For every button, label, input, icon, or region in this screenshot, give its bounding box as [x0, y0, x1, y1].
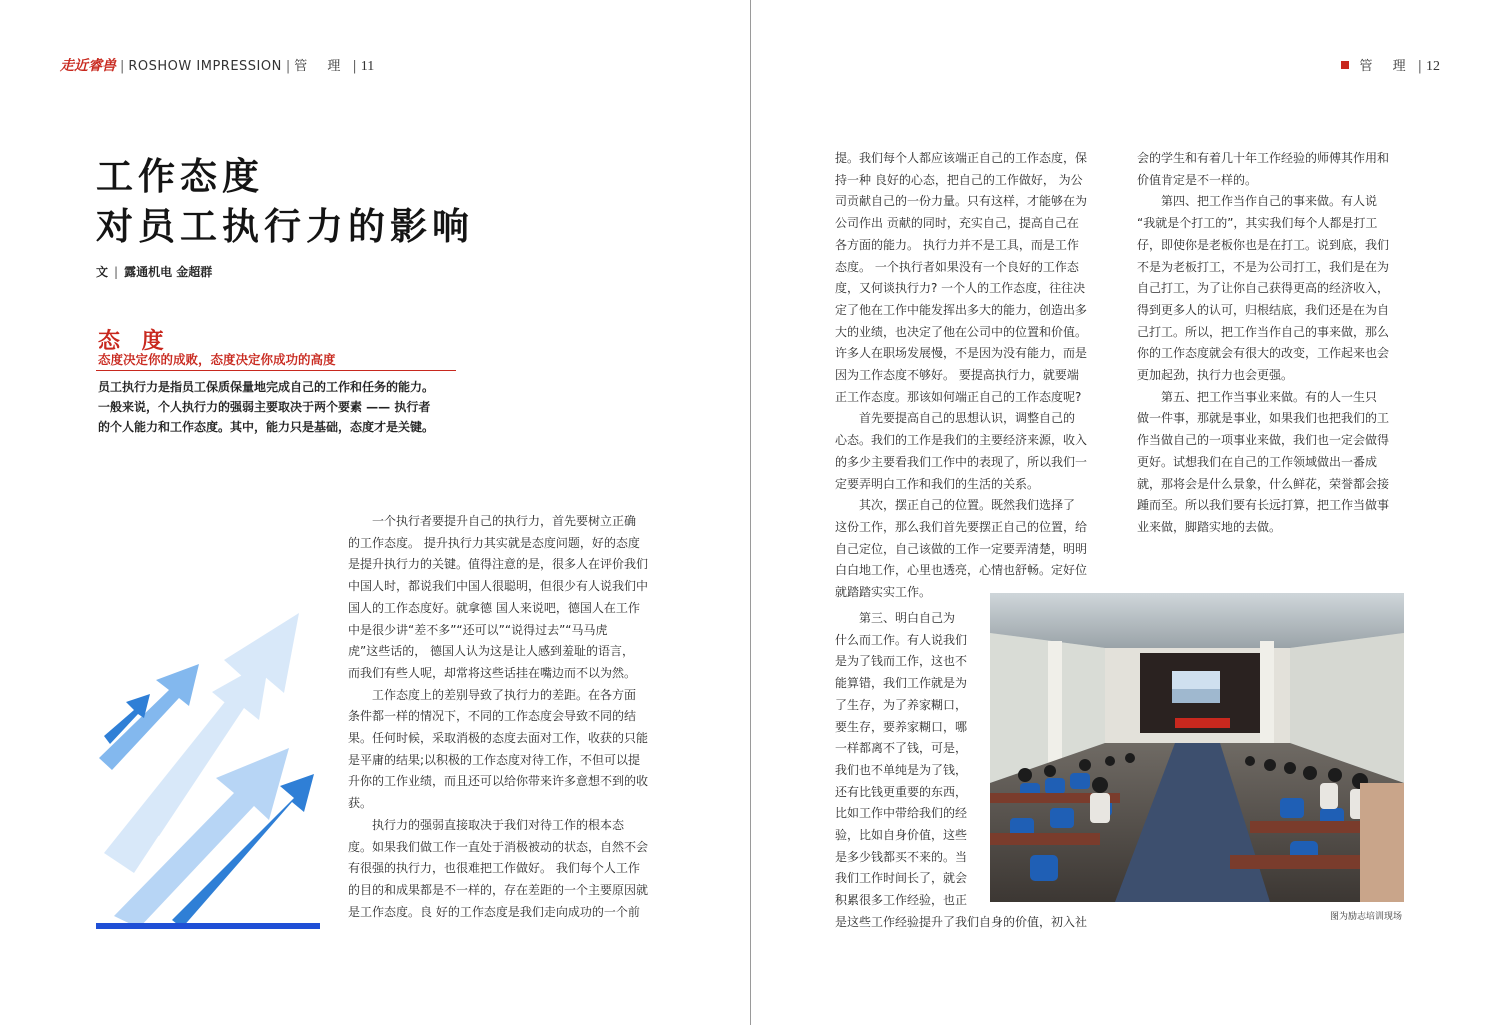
rising-arrows-illustration [94, 598, 324, 933]
text-line: 态度。 一个执行者如果没有一个良好的工作态 [835, 259, 1079, 274]
text-line: 的目的和成果都是不一样的，存在差距的一个主要原因就 [348, 882, 649, 897]
page-number-right: 12 [1426, 59, 1440, 74]
text-line: 仔，即使你是老板你也是在打工。说到底，我们 [1137, 237, 1390, 252]
article-title [96, 152, 474, 252]
photo-caption: 图为励志培训现场 [1330, 912, 1403, 922]
text-line: 己打工。所以，把工作当作自己的事来做，那么 [1137, 324, 1390, 339]
section-name: 管 理 [294, 59, 349, 74]
text-line: 心态。我们的工作是我们的主要经济来源，收入 [835, 433, 1088, 448]
text-line: 价值肯定是不一样的。 [1137, 172, 1258, 187]
text-line: 司贡献自己的一份力量。只有这样，才能够在为 [835, 194, 1088, 209]
text-line: 你的工作态度就会有很大的改变，工作起来也会 [1137, 346, 1390, 361]
right-page-header: 管 理 | 12 [1341, 55, 1440, 75]
text-line: 验，比如自身价值，这些 [835, 828, 968, 843]
body-paragraph [835, 608, 1088, 934]
training-session-photo [990, 593, 1404, 902]
text-line: 度，又何谈执行力? 一个人的工作态度，往往决 [835, 281, 1086, 296]
text-line: 定要弄明白工作和我们的生活的关系。 [835, 476, 1040, 491]
text-line: 公司作出 贡献的同时，充实自己，提高自己在 [835, 216, 1079, 231]
left-page-header: 走近睿兽 | ROSHOW IMPRESSION | 管 理 | 11 [60, 58, 375, 74]
body-paragraph [835, 408, 1105, 495]
text-line: 更加起劲，执行力也会更强。 [1137, 368, 1294, 383]
text-line: 一样都离不了钱，可是， [835, 741, 968, 756]
text-line: 国人的工作态度好。就拿德 国人来说吧，德国人在工作 [348, 600, 640, 615]
text-line: 其次，摆正自己的位置。既然我们选择了 [859, 498, 1076, 513]
text-line: 有很强的执行力，也很难把工作做好。 我们每个人工作 [348, 861, 640, 876]
text-line: 是多少钱都买不来的。当 [835, 849, 968, 864]
title-line-2: 对员工执行力的影响 [96, 205, 474, 248]
intro-line: 的个人能力和工作态度。其中，能力只是基础，态度才是关键。 [98, 420, 435, 434]
text-line: 会的学生和有着几十年工作经验的师傅其作用和 [1137, 151, 1390, 165]
section-marker-icon [1341, 61, 1349, 69]
text-line: 提。我们每个人都应该端正自己的工作态度，保 [835, 151, 1088, 165]
right-page-column-2 [1137, 148, 1407, 539]
body-paragraph [1137, 191, 1407, 386]
brand-logo: 走近睿兽 [60, 58, 116, 74]
text-line: 我们也不单纯是为了钱， [835, 762, 968, 777]
text-line: “我就是个打工的”，其实我们每个人都是打工 [1137, 216, 1378, 231]
text-line: 中国人时，都说我们中国人很聪明，但很少有人说我们中 [348, 579, 649, 594]
text-line: 的工作态度。 提升执行力其实就是态度问题，好的态度 [348, 535, 640, 550]
intro-line: 一般来说，个人执行力的强弱主要取决于两个要素 —— 执行者 [98, 400, 431, 414]
body-paragraph [835, 148, 1105, 408]
brand-english: ROSHOW IMPRESSION [128, 59, 282, 74]
text-line: 是提升执行力的关键。值得注意的是，很多人在评价我们 [348, 557, 649, 572]
text-line: 的多少主要看我们工作中的表现了，所以我们一 [835, 454, 1088, 469]
text-line: 正工作态度。那该如何端正自己的工作态度呢? [835, 389, 1082, 404]
text-line: 积累很多工作经验，也正 [835, 893, 968, 908]
text-line: 大的业绩，也决定了他在公司中的位置和价值。 [835, 324, 1088, 339]
section-intro [98, 377, 470, 437]
text-line: 自己打工，为了让你自己获得更高的经济收入， [1137, 281, 1390, 296]
text-line: 中是很少讲“差不多”“还可以”“说得过去”“马马虎 [348, 622, 608, 637]
text-line: 是平庸的结果;以积极的工作态度对待工作，不但可以提 [348, 752, 641, 767]
text-line: 首先要提高自己的思想认识，调整自己的 [859, 411, 1076, 426]
text-line: 什么而工作。有人说我们 [835, 632, 968, 647]
byline [96, 263, 212, 280]
arrow-base-bar [96, 923, 320, 929]
text-line: 许多人在职场发展慢，不是因为没有能力，而是 [835, 346, 1088, 361]
text-line: 不是为老板打工，不是为公司打工，我们是在为 [1137, 259, 1390, 274]
text-line: 比如工作中带给我们的经 [835, 806, 968, 821]
page-number-left: 11 [360, 59, 375, 74]
text-line: 业来做，脚踏实地的去做。 [1137, 519, 1282, 534]
section-name-right: 管 理 [1359, 59, 1414, 74]
text-line: 要生存，要养家糊口，哪 [835, 719, 968, 734]
title-line-1: 工作态度 [96, 155, 264, 198]
text-line: 是为了钱而工作，这也不 [835, 654, 968, 669]
text-line: 度。如果我们做工作一直处于消极被动的状态，自然不会 [348, 839, 649, 854]
text-line: 果。任何时候，采取消极的态度去面对工作，收获的只能 [348, 731, 649, 746]
body-paragraph [348, 685, 668, 815]
text-line: 踵而至。所以我们要有长远打算，把工作当做事 [1137, 498, 1390, 513]
text-line: 自己定位，自己该做的工作一定要弄清楚，明明 [835, 541, 1088, 556]
text-line: 执行力的强弱直接取决于我们对待工作的根本态 [372, 817, 625, 832]
body-paragraph [348, 511, 668, 685]
left-body-column [348, 511, 668, 923]
text-line: 更好。试想我们在自己的工作领域做出一番成 [1137, 454, 1378, 469]
section-subtitle: 态度决定你的成败，态度决定你成功的高度 [98, 352, 336, 367]
text-line: 因为工作态度不够好。 要提高执行力，就要端 [835, 368, 1079, 383]
text-line: 持一种 良好的心态，把自己的工作做好， 为公 [835, 172, 1083, 187]
text-line: 第四、把工作当作自己的事来做。有人说 [1161, 194, 1378, 209]
byline-separator: | [114, 265, 119, 279]
text-line: 第三、明白自己为 [859, 611, 956, 625]
text-line: 获。 [348, 796, 373, 811]
text-line: 各方面的能力。 执行力并不是工具，而是工作 [835, 237, 1079, 252]
body-paragraph [1137, 387, 1407, 539]
section-divider [96, 370, 456, 371]
text-line: 是这些工作经验提升了我们自身的价值，初入社 [835, 914, 1088, 929]
text-line: 了生存，为了养家糊口， [835, 697, 968, 712]
body-paragraph [835, 495, 1105, 604]
text-line: 是工作态度。良 好的工作态度是我们走向成功的一个前 [348, 904, 640, 919]
text-line: 作当做自己的一项事业来做，我们也一定会做得 [1137, 433, 1390, 448]
right-page-wrap-column [835, 608, 1088, 934]
body-paragraph [1137, 148, 1407, 191]
text-line: 虎”这些话的， 德国人认为这是让人感到羞耻的语言， [348, 644, 635, 659]
text-line: 升你的工作业绩，而且还可以给你带来许多意想不到的收 [348, 774, 649, 789]
text-line: 做一件事，那就是事业，如果我们也把我们的工 [1137, 411, 1390, 426]
text-line: 工作态度上的差别导致了执行力的差距。在各方面 [372, 687, 637, 702]
text-line: 能算错，我们工作就是为 [835, 676, 968, 691]
section-heading: 态 度 [98, 329, 171, 354]
text-line: 还有比钱更重要的东西， [835, 784, 968, 799]
byline-author: 露通机电 金超群 [124, 265, 213, 279]
text-line: 第五、把工作当事业来做。有的人一生只 [1161, 389, 1378, 404]
text-line: 而我们有些人呢，却常将这些话挂在嘴边而不以为然。 [348, 665, 637, 680]
text-line: 得到更多人的认可，归根结底，我们还是在为自 [1137, 302, 1390, 317]
right-page-column-1 [835, 148, 1105, 604]
text-line: 我们工作时间长了，就会 [835, 871, 968, 886]
intro-line: 员工执行力是指员工保质保量地完成自己的工作和任务的能力。 [98, 380, 435, 394]
text-line: 就踏踏实实工作。 [835, 585, 932, 600]
byline-prefix: 文 [96, 265, 109, 279]
text-line: 这份工作，那么我们首先要摆正自己的位置，给 [835, 519, 1088, 534]
body-paragraph [348, 815, 668, 924]
text-line: 一个执行者要提升自己的执行力，首先要树立正确 [372, 514, 637, 528]
text-line: 白白地工作，心里也透亮，心情也舒畅。定好位 [835, 563, 1088, 578]
text-line: 条件都一样的情况下，不同的工作态度会导致不同的结 [348, 709, 637, 724]
text-line: 就，那将会是什么景象，什么鲜花，荣誉都会接 [1137, 476, 1390, 491]
text-line: 定了他在工作中能发挥出多大的能力，创造出多 [835, 302, 1088, 317]
